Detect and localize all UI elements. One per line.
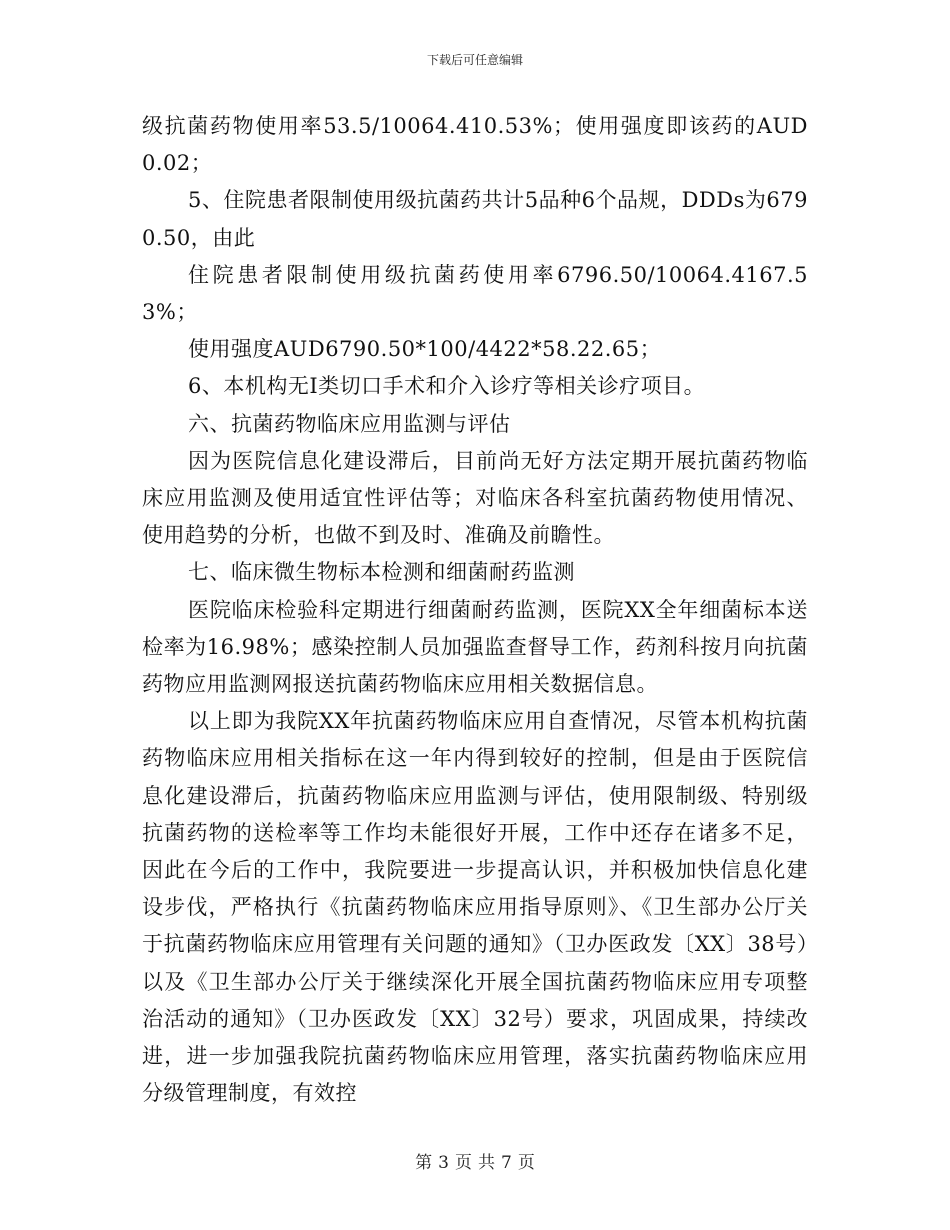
section-heading-6: 六、抗菌药物临床应用监测与评估	[188, 411, 511, 436]
paragraph-10: 以上即为我院XX年抗菌药物临床应用自查情况，尽管本机构抗菌药物临床应用相关指标在这一年内得到较好的控制，但是由于医院信息化建设滞后，抗菌药物临床应用监测与评估，使用限制级、特别级抗菌药物的送检率等工作均未能很好开展，工作中还存在诸多不足，因此在今后的工作中，我院要进一步提高认识，并积极加快信息化建设步伐，严格执行《抗菌药物临床应用指导原则》、《卫生部办公厅关于抗菌药物临床应用管理有关问题的通知》（卫办医政发〔XX〕38号）以及《卫生部办公厅关于继续深化开展全国抗菌药物临床应用专项整治活动的通知》（卫办医政发〔XX〕32号）要求，巩固成果，持续改进，进一步加强我院抗菌药物临床应用管理，落实抗菌药物临床应用分级管理制度，有效控	[142, 709, 808, 1106]
page-footer	[0, 1153, 950, 1173]
paragraph-4: 使用强度AUD6790.50*100/4422*58.22.65；	[188, 337, 662, 362]
paragraph-9: 医院临床检验科定期进行细菌耐药监测，医院XX全年细菌标本送检率为16.98%；感染控制人员加强监查督导工作，药剂科按月向抗菌药物应用监测网报送抗菌药物临床应用相关数据信息。	[142, 597, 808, 697]
footer-label-page: 第	[415, 1153, 433, 1173]
footer-label-total: 共	[478, 1153, 495, 1173]
paragraph-7: 因为医院信息化建设滞后，目前尚无好方法定期开展抗菌药物临床应用监测及使用适宜性评估等；对临床各科室抗菌药物使用情况、使用趋势的分析，也做不到及时、准确及前瞻性。	[142, 448, 808, 548]
document-body	[142, 108, 808, 1112]
footer-current-page: 3	[438, 1153, 449, 1173]
page-header: 下载后可任意编辑	[426, 53, 523, 67]
footer-label-unit-2: 页	[517, 1153, 535, 1173]
paragraph-1: 级抗菌药物使用率53.5/10064.410.53%；使用强度即该药的AUD0.02；	[142, 114, 808, 176]
paragraph-2: 5、住院患者限制使用级抗菌药共计5品种6个品规，DDDs为6790.50，由此	[142, 188, 808, 250]
footer-label-unit: 页	[455, 1153, 472, 1173]
paragraph-5: 6、本机构无Ⅰ类切口手术和介入诊疗等相关诊疗项目。	[188, 374, 706, 399]
footer-total-pages: 7	[501, 1153, 512, 1173]
paragraph-3: 住院患者限制使用级抗菌药使用率6796.50/10064.4167.53%；	[142, 262, 808, 325]
section-heading-7: 七、临床微生物标本检测和细菌耐药监测	[188, 560, 575, 585]
